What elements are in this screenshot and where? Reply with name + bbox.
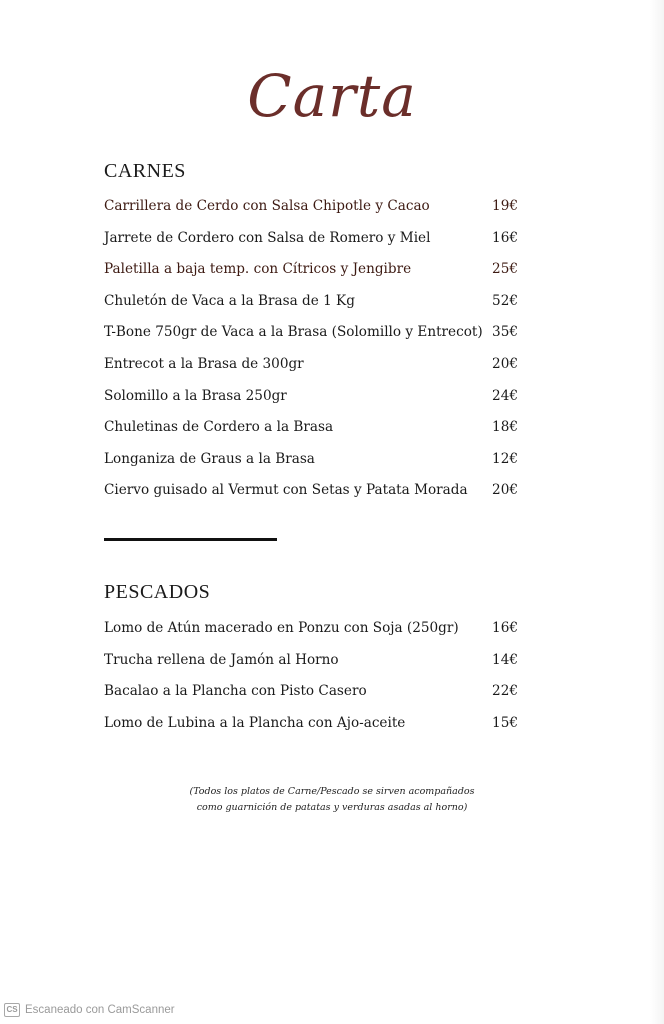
item-name: Lomo de Atún macerado en Ponzu con Soja (250gr) <box>104 620 459 636</box>
scanner-watermark <box>4 1003 175 1017</box>
menu-item <box>104 444 518 476</box>
item-name: Chuletinas de Cordero a la Brasa <box>104 419 334 436</box>
item-name: Ciervo guisado al Vermut con Setas y Patata Morada <box>104 482 468 499</box>
item-price: 16€ <box>492 229 518 246</box>
menu-item <box>104 412 518 444</box>
item-price: 12€ <box>492 450 518 467</box>
item-name: Jarrete de Cordero con Salsa de Romero y Miel <box>104 229 431 246</box>
menu-item <box>104 317 518 349</box>
item-price: 24€ <box>492 387 518 404</box>
item-price: 20€ <box>492 482 518 499</box>
section-divider <box>104 538 277 541</box>
menu-item <box>104 191 518 223</box>
menu-item <box>104 708 518 740</box>
pescados-list <box>104 613 518 739</box>
item-price: 14€ <box>492 651 518 668</box>
item-name: Chuletón de Vaca a la Brasa de 1 Kg <box>104 292 355 309</box>
item-price: 22€ <box>492 683 518 700</box>
item-name: Longaniza de Graus a la Brasa <box>104 450 315 467</box>
item-price: 35€ <box>492 324 518 341</box>
item-name: Bacalao a la Plancha con Pisto Casero <box>104 683 367 700</box>
page-edge-shadow <box>650 0 664 1024</box>
menu-title: Carta <box>247 62 417 130</box>
item-price: 18€ <box>492 419 518 436</box>
menu-item <box>104 475 518 507</box>
menu-item <box>104 381 518 413</box>
item-name: Entrecot a la Brasa de 300gr <box>104 355 304 372</box>
menu-item <box>104 349 518 381</box>
menu-item <box>104 223 518 255</box>
carnes-list <box>104 191 518 507</box>
item-price: 19€ <box>492 198 518 214</box>
menu-item <box>104 286 518 318</box>
item-name: Trucha rellena de Jamón al Horno <box>104 651 339 668</box>
section-title-carnes: CARNES <box>104 160 186 182</box>
menu-item <box>104 645 518 677</box>
menu-item <box>104 613 518 645</box>
item-name: Solomillo a la Brasa 250gr <box>104 387 287 404</box>
item-price: 15€ <box>492 714 518 731</box>
watermark-text: Escaneado con CamScanner <box>25 1004 175 1016</box>
footnote <box>0 784 664 816</box>
item-name: Paletilla a baja temp. con Cítricos y Jengibre <box>104 261 412 278</box>
section-title-pescados: PESCADOS <box>104 581 211 603</box>
item-price: 20€ <box>492 355 518 372</box>
footnote-line-1: (Todos los platos de Carne/Pescado se sirven acompañados <box>189 786 475 797</box>
camscanner-icon: CS <box>4 1003 20 1017</box>
item-name: T-Bone 750gr de Vaca a la Brasa (Solomillo y Entrecot) <box>104 324 483 341</box>
item-price: 25€ <box>492 261 518 278</box>
item-price: 16€ <box>492 620 518 636</box>
item-price: 52€ <box>492 292 518 309</box>
item-name: Carrillera de Cerdo con Salsa Chipotle y Cacao <box>104 198 430 214</box>
menu-item <box>104 676 518 708</box>
item-name: Lomo de Lubina a la Plancha con Ajo-aceite <box>104 714 406 731</box>
footnote-line-2: como guarnición de patatas y verduras asadas al horno) <box>196 802 468 813</box>
menu-item <box>104 254 518 286</box>
